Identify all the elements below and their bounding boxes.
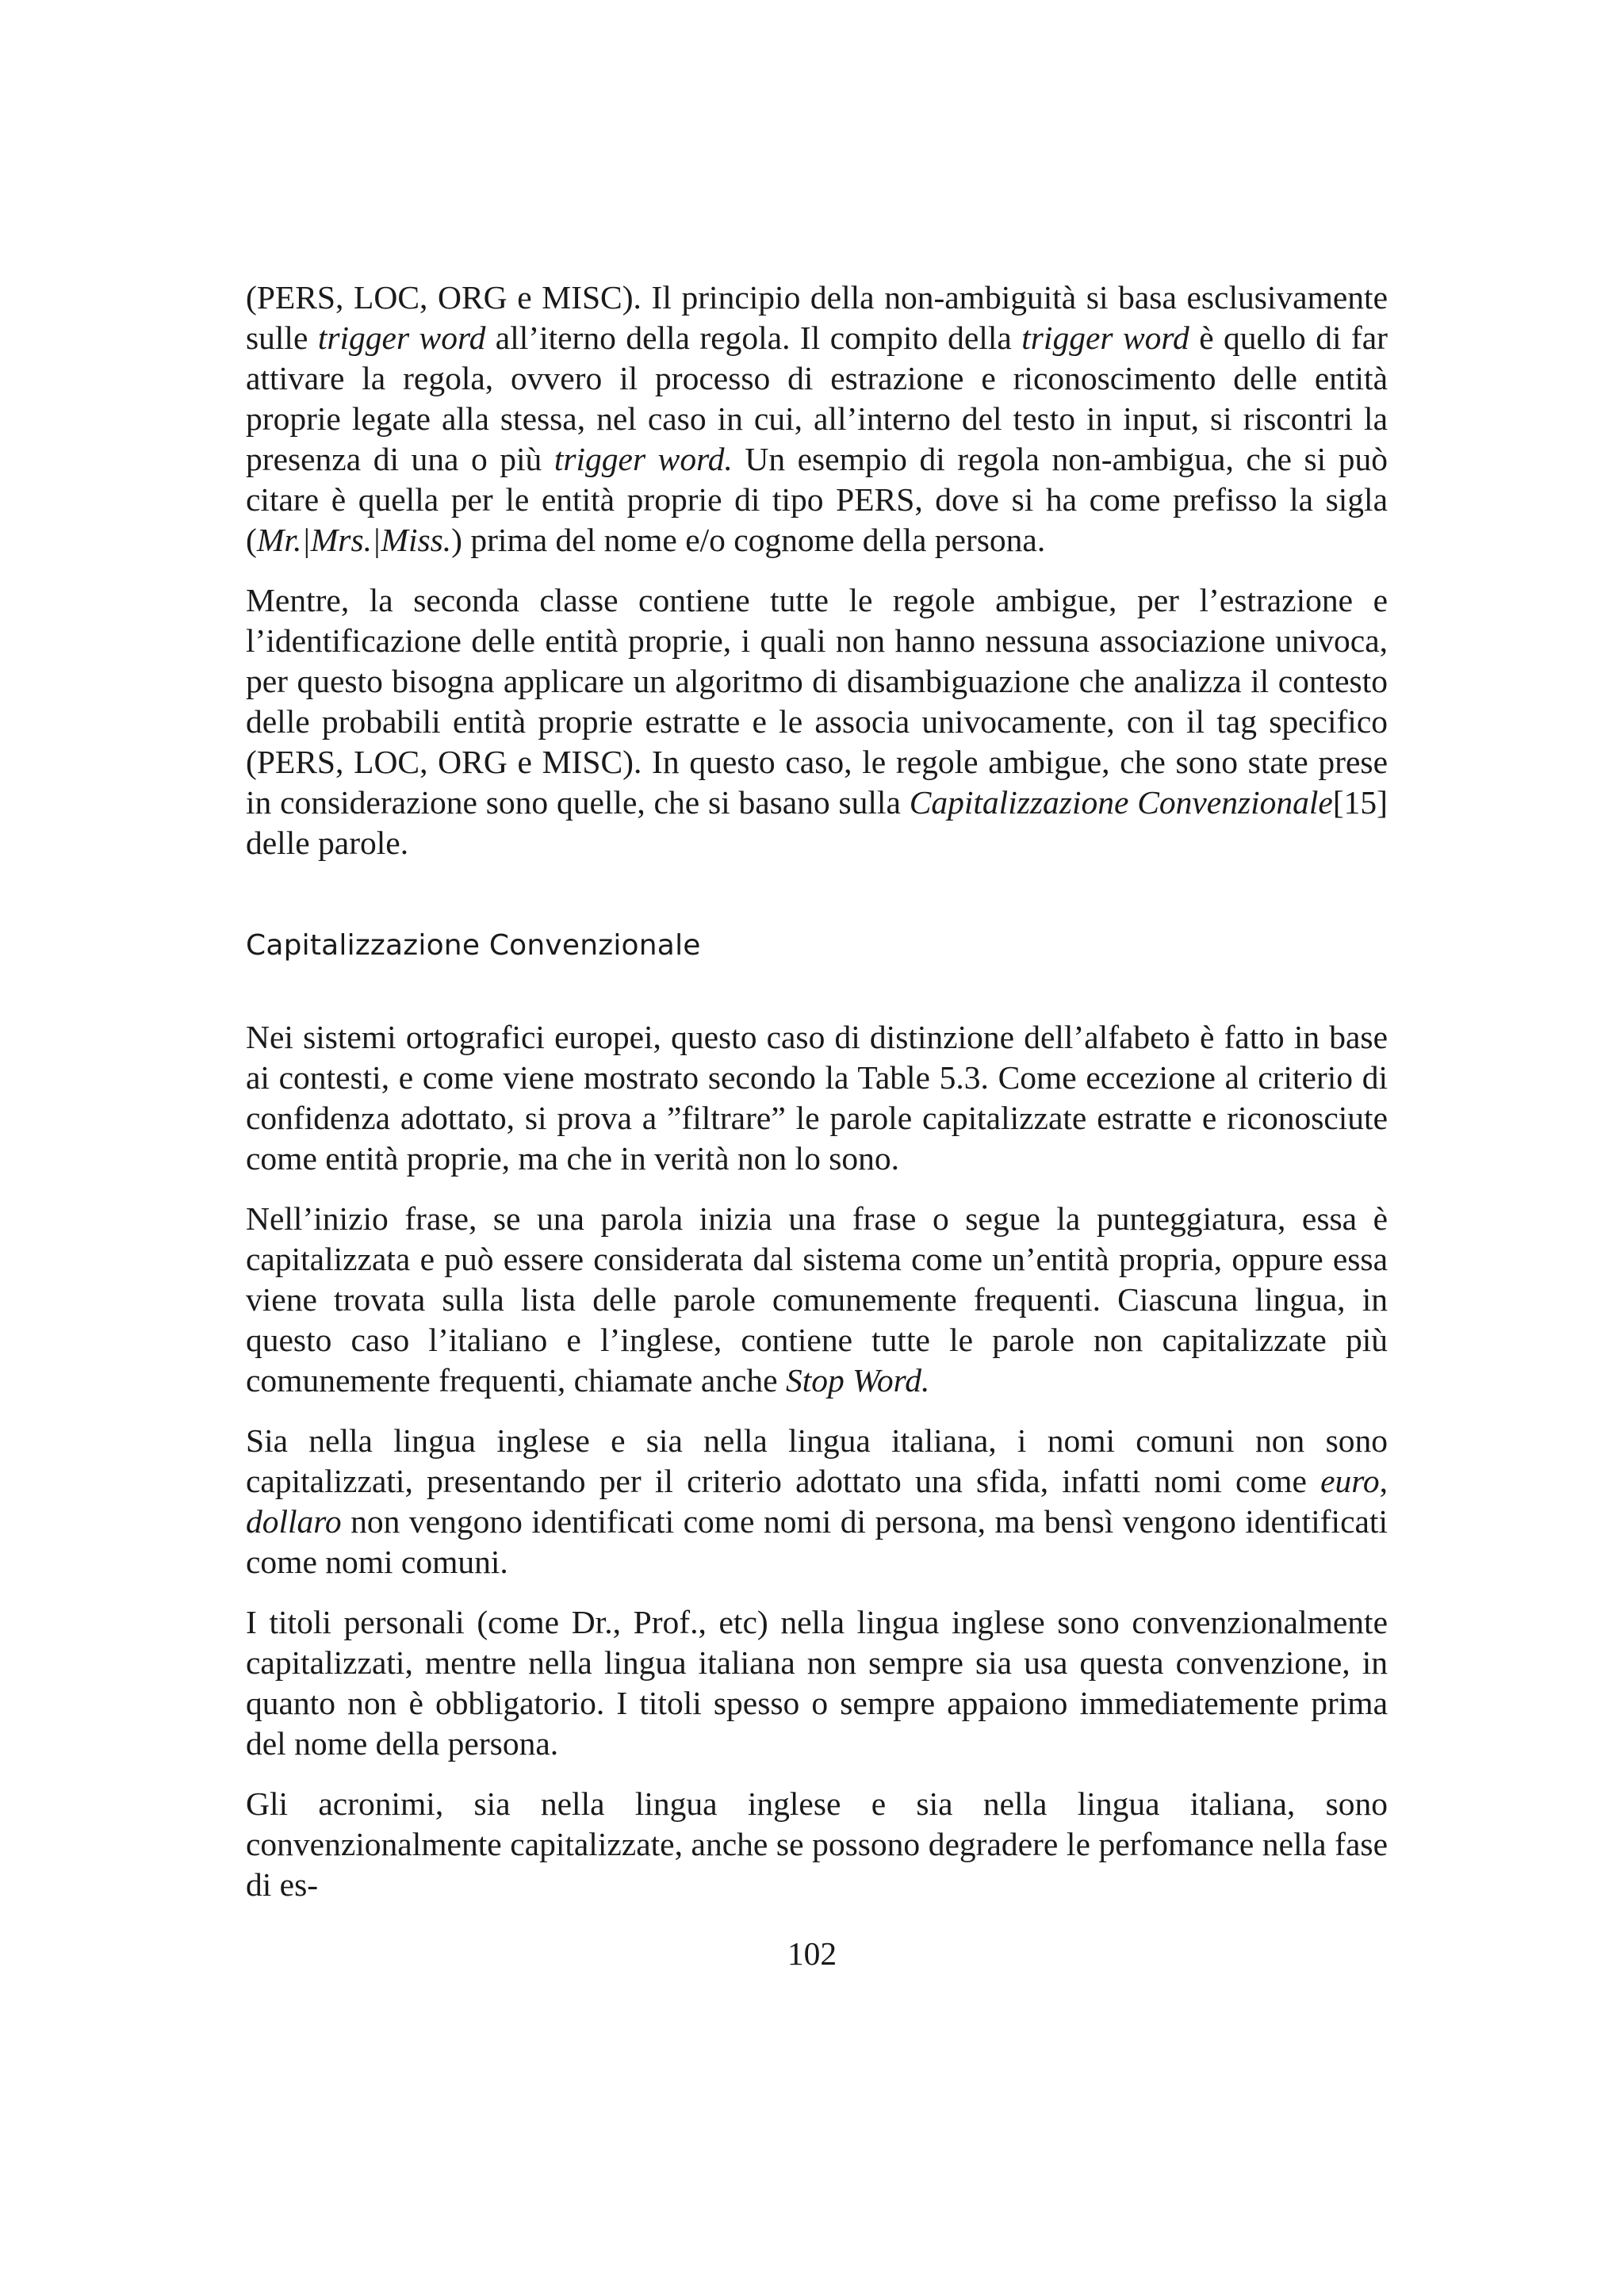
page-body [246,277,1388,1925]
paragraph [246,1017,1388,1179]
text-run: (PERS, LOC, ORG e MISC). Il principio della non-ambiguità si basa esclusivamente sulle [246,279,1388,356]
paragraph [246,1602,1388,1764]
paragraphs-before [246,277,1388,863]
text-run: Nell’inizio frase, se una parola inizia una frase o segue la punteggiatura, essa è capitalizzata e può essere considerata dal sistema come un’entità propria, oppure essa viene trovata sulla lista delle parole comunemente frequenti. Ciascuna lingua, in questo caso l’italiano e l’inglese, contiene tutte le parole non capitalizzate più comunemente frequenti, chiamate anche [246,1200,1388,1399]
text-run: all’iterno della regola. Il compito della [485,320,1022,356]
text-run: euro [1320,1463,1380,1499]
text-run: Sia nella lingua inglese e sia nella lingua italiana, i nomi comuni non sono capitalizzati, presentando per il criterio adottato una sfida, infatti nomi come [246,1422,1388,1499]
paragraphs-after [246,1017,1388,1905]
paragraph [246,1421,1388,1582]
page-number: 102 [787,1935,837,1972]
text-run: Mr.|Mrs.|Miss. [256,522,452,558]
text-run: Mentre, la seconda classe contiene tutte le regole ambigue, per l’estrazione e l’identificazione delle entità proprie, i quali non hanno nessuna associazione univoca, per questo bisogna applicare un algoritmo di disambiguazione che analizza il contesto delle probabili entità proprie estratte e le associa univocamente, con il tag specifico (PERS, LOC, ORG e MISC). In questo caso, le regole ambigue, che sono state prese in considerazione sono quelle, che si basano sulla [246,582,1388,821]
text-run: trigger word [1021,320,1189,356]
text-run: trigger word. [553,441,733,477]
text-run: dollaro [246,1503,342,1540]
text-run: Gli acronimi, sia nella lingua inglese e sia nella lingua italiana, sono convenzionalmente capitalizzate, anche se possono degradere le perfomance nella fase di es- [246,1785,1388,1903]
paragraph [246,1199,1388,1401]
text-run: non vengono identificati come nomi di persona, ma bensì vengono identificati come nomi comuni. [246,1503,1388,1580]
text-run: Stop Word. [785,1362,930,1399]
text-run: Capitalizzazione Convenzionale [909,784,1333,821]
text-run: ) prima del nome e/o cognome della persona. [451,522,1046,558]
text-run: Nei sistemi ortografici europei, questo caso di distinzione dell’alfabeto è fatto in base ai contesti, e come viene mostrato secondo la Table 5.3. Come eccezione al criterio di confidenza adottato, si prova a ”filtrare” le parole capitalizzate estratte e riconosciute come entità proprie, ma che in verità non lo sono. [246,1019,1388,1177]
text-run: è quello di far attivare la regola, ovvero il processo di estrazione e riconoscimento delle entità proprie legate alla stessa, nel caso in cui, all’interno del testo in input, si riscontri la presenza di una o più [246,320,1388,477]
paragraph [246,1784,1388,1905]
text-run: I titoli personali (come Dr., Prof., etc) nella lingua inglese sono convenzionalmente capitalizzati, mentre nella lingua italiana non sempre sia usa questa convenzione, in quanto non è obbligatorio. I titoli spesso o sempre appaiono immediatemente prima del nome della persona. [246,1604,1388,1762]
text-run: Un esempio di regola non-ambigua, che si può citare è quella per le entità proprie di tipo PERS, dove si ha come prefisso la sigla ( [246,441,1388,558]
text-run: trigger word [317,320,486,356]
text-run: , [1379,1463,1388,1499]
section-heading: Capitalizzazione Convenzionale [246,929,701,962]
text-run: [15] delle parole. [246,784,1388,861]
paragraph [246,277,1388,561]
paragraph [246,580,1388,863]
